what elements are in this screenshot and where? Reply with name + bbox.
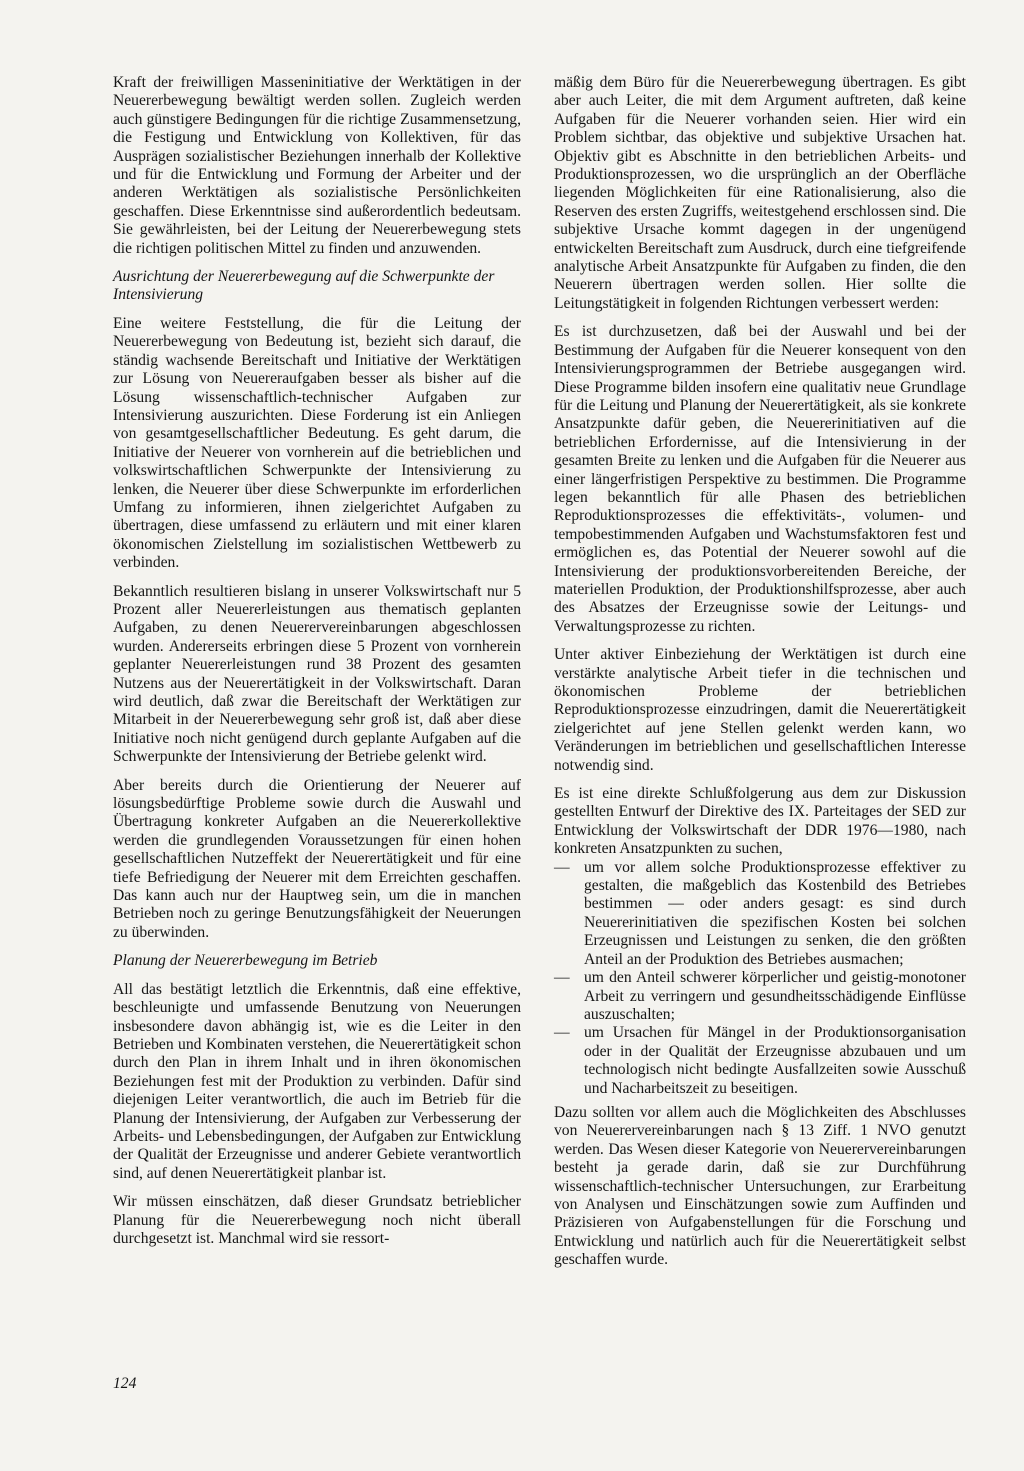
right-paragraph-2: Es ist durchzusetzen, daß bei der Auswahl und bei der Bestimmung der Aufgaben für die Neuerer konsequent von den Intensivierungsprogrammen der Betriebe ausgegangen wird. Diese Programme bilden insofern eine qualitativ neue Grundlage für die Leitung und Planung der Neuerertätigkeit, als sie konkrete Ansatzpunkte dafür geben, die Neuererinitiativen auf die betrieblichen Erfordernisse, auf die Intensivierung in der gesamten Breite zu lenken und die Aufgaben für die Neuerer aus einer längerfristigen Perspektive zu bestimmen. Die Programme legen bekanntlich für alle Phasen des betrieblichen Reproduktionsprozesses die effektivitäts-, volumen- und tempobestimmenden Aufgaben und Wachstumsfaktoren fest und ermöglichen es, das Potential der Neuerer sowohl auf die Intensivierung der produktionsvorbereitenden Bereiche, der materiellen Produktion, der Produktionshilfsprozesse, aber auch des Absatzes der Erzeugnisse sowie der Leitungs- und Verwaltungsprozesse zu richten. xyxy=(554,323,966,635)
list-item: — um den Anteil schwerer körperlicher und geistig-monotoner Arbeit zu verringern und gesundheitsschädigende Einflüsse auszuschalten; xyxy=(554,969,966,1024)
left-paragraph-3: Bekanntlich resultieren bislang in unserer Volkswirtschaft nur 5 Prozent aller Neuererleistungen aus thematisch geplanten Aufgaben, zu denen Neuerervereinbarungen abgeschlossen wurden. Andererseits erbringen diese 5 Prozent von vornherein geplanter Neuererleistungen rund 38 Prozent des gesamten Nutzens aus der Neuerertätigkeit in der Volkswirtschaft. Daran wird deutlich, daß zwar die Bereitschaft der Werktätigen zur Mitarbeit in der Neuererbewegung sehr groß ist, daß aber diese Initiative noch nicht genügend durch geplante Aufgaben auf die Schwerpunkte der Intensivierung der Betriebe gelenkt wird. xyxy=(113,582,521,766)
right-paragraph-5: Dazu sollten vor allem auch die Möglichkeiten des Abschlusses von Neuerervereinbarungen nach § 13 Ziff. 1 NVO genutzt werden. Das Wesen dieser Kategorie von Neuerervereinbarungen besteht ja gerade darin, daß sie zur Durchführung wissenschaftlich-technischer Untersuchungen, zur Erarbeitung von Analysen und Einschätzungen sowie zum Auffinden und Präzisieren von Aufgabenstellungen für die Forschung und Entwicklung und natürlich auch für die Neuerertätigkeit selbst geschaffen wurde. xyxy=(554,1103,966,1269)
left-paragraph-2: Eine weitere Feststellung, die für die Leitung der Neuererbewegung von Bedeutung ist, bezieht sich darauf, die ständig wachsende Bereitschaft und Initiative der Werktätigen zur Lösung von Neuereraufgaben besser als bisher auf die Lösung wissenschaftlich-technischer Aufgaben zur Intensivierung auszurichten. Diese Forderung ist ein Anliegen von gesamtgesellschaftlicher Bedeutung. Es geht darum, die Initiative der Neuerer von vornherein auf die betrieblichen und volkswirtschaftlichen Schwerpunkte der Intensivierung zu lenken, die Neuerer über diese Schwerpunkte im erforderlichen Umfang zu informieren, ihnen zielgerichtet Aufgaben zu übertragen, diese umfassend zu erläutern und mit einer klaren ökonomischen Zielstellung im sozialistischen Wettbewerb zu verbinden. xyxy=(113,314,521,572)
right-paragraph-4: Es ist eine direkte Schlußfolgerung aus dem zur Diskussion gestellten Entwurf der Direktive des IX. Parteitages der SED zur Entwicklung der Volkswirtschaft der DDR 1976—1980, nach konkreten Ansatzpunkten zu suchen, xyxy=(554,785,966,858)
dash-list xyxy=(554,859,966,1098)
right-paragraph-3: Unter aktiver Einbeziehung der Werktätigen ist durch eine verstärkte analytische Arbeit tiefer in die technischen und ökonomischen Probleme der betrieblichen Reproduktionsprozesse einzudringen, damit die Neuerertätigkeit zielgerichtet auf jene Stellen gelenkt werden kann, wo Veränderungen im betrieblichen und gesellschaftlichen Interesse notwendig sind. xyxy=(554,646,966,774)
left-paragraph-4: Aber bereits durch die Orientierung der Neuerer auf lösungsbedürftige Probleme sowie durch die Auswahl und Übertragung konkreter Aufgaben an die Neuererkollektive werden die grundlegenden Voraussetzungen für einen hohen gesellschaftlichen Nutzeffekt der Neuerertätigkeit und für eine tiefe Befriedigung der Neuerer mit dem Erreichten geschaffen. Das kann auch nur der Hauptweg sein, um die in manchen Betrieben noch zu geringe Benutzungsfähigkeit der Neuerungen zu überwinden. xyxy=(113,776,521,941)
list-item: — um Ursachen für Mängel in der Produktionsorganisation oder in der Qualität der Erzeugnisse abzubauen und um technologisch nicht bedingte Ausfallzeiten sowie Ausschuß und Nacharbeitszeit zu beseitigen. xyxy=(554,1024,966,1098)
section-heading-planung: Planung der Neuererbewegung im Betrieb xyxy=(113,952,378,970)
left-column xyxy=(113,74,521,1248)
page-number: 124 xyxy=(113,1375,137,1392)
left-paragraph-5: All das bestätigt letztlich die Erkenntnis, daß eine effektive, beschleunigte und umfassende Benutzung von Neuerungen insbesondere davon abhängig ist, wie es die Leiter in den Betrieben und Kombinaten verstehen, die Neuerertätigkeit schon durch den Plan in ihrem Inhalt und in ihren ökonomischen Beziehungen fest mit der Produktion zu verbinden. Dafür sind diejenigen Leiter verantwortlich, die auch im Betrieb für die Planung der Intensivierung, der Aufgaben zur Verbesserung der Arbeits- und Lebensbedingungen, der Aufgaben zur Entwicklung der Qualität der Erzeugnisse und anderer Gebiete verantwortlich sind, auf denen Neuerertätigkeit planbar ist. xyxy=(113,980,521,1182)
left-paragraph-6: Wir müssen einschätzen, daß dieser Grundsatz betrieblicher Planung für die Neuererbewegung noch nicht überall durchgesetzt ist. Manchmal wird sie ressort- xyxy=(113,1193,521,1247)
left-paragraph-1: Kraft der freiwilligen Masseninitiative der Werktätigen in der Neuererbewegung bewältigt werden sollen. Zugleich werden auch günstigere Bedingungen für die richtige Zusammensetzung, die Festigung und Entwicklung von Kollektiven, für das Ausprägen sozialistischer Beziehungen innerhalb der Kollektive und für die Entwicklung und Formung der Arbeiter und der anderen Werktätigen als sozialistische Persönlichkeiten geschaffen. Diese Erkenntnisse sind außerordentlich bedeutsam. Sie gewährleisten, bei der Leitung der Neuererbewegung stets die richtigen politischen Mittel zu finden und anzuwenden. xyxy=(113,74,521,257)
section-heading-intensivierung: Ausrichtung der Neuererbewegung auf die Schwerpunkte der Intensivierung xyxy=(113,268,495,304)
list-item: — um vor allem solche Produktionsprozesse effektiver zu gestalten, die maßgeblich das Kostenbild des Betriebes bestimmen — oder anders gesagt: es sind durch Neuererinitiativen die spezifischen Kosten bei solchen Erzeugnissen und Leistungen zu senken, die den größten Anteil an der Produktion des Betriebes ausmachen; xyxy=(554,859,966,969)
right-paragraph-1: mäßig dem Büro für die Neuererbewegung übertragen. Es gibt aber auch Leiter, die mit dem Argument auftreten, daß keine Aufgaben für die Neuerer vorhanden seien. Hier wird ein Problem sichtbar, das objektive und subjektive Ursachen hat. Objektiv gibt es Abschnitte in den betrieblichen Arbeits- und Produktionsprozessen, wo die ursprünglich an der Oberfläche liegenden Möglichkeiten für eine Rationalisierung, also die Reserven des ersten Zugriffs, weitestgehend erschlossen sind. Die subjektive Ursache kommt dagegen in der ungenügend entwickelten Bereitschaft zum Ausdruck, durch eine tiefgreifende analytische Arbeit Ansatzpunkte für Aufgaben zu finden, die den Neuerern übertragen werden sollen. Hier sollte die Leitungstätigkeit in folgenden Richtungen verbessert werden: xyxy=(554,74,966,312)
right-column xyxy=(554,74,966,1270)
